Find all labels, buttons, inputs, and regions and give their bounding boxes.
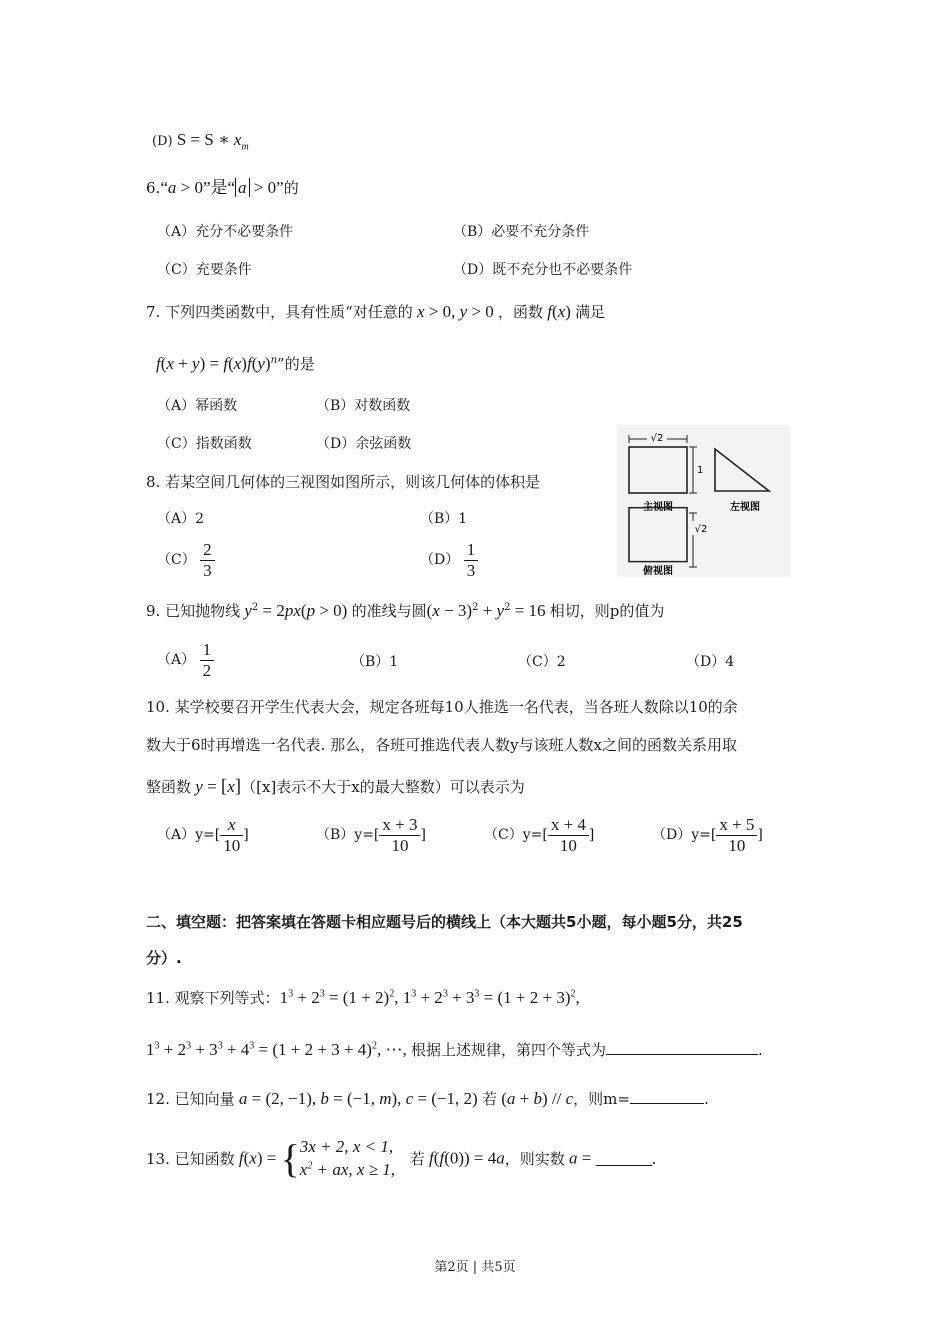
q10-fraction-c: $\frac{x + 4}{10}$ <box>548 815 589 855</box>
q11-line1: 11. 观察下列等式：$1^3 + 2^3 = (1 + 2)^2$, $1^3 + 2^3 + 3^3 = (1 + 2 + 3)^2$, <box>146 988 580 1007</box>
top-view-label: 俯视图 <box>643 566 673 577</box>
piecewise-cases: 3x + 2, x < 1, $x^2$ + ax, x ≥ 1, <box>299 1137 395 1179</box>
front-view-label: 主视图 <box>643 502 673 513</box>
q10-line2: 数大于6时再增选一名代表. 那么，各班可推选代表人数y与该班人数x之间的函数关系用取 <box>146 736 738 754</box>
q7-option-b: （B）对数函数 <box>316 398 411 414</box>
q12-answer-blank[interactable] <box>630 1089 704 1104</box>
q7-stem-line1: 7. 下列四类函数中，具有性质“对任意的 x > 0, y > 0 ，函数 f(x) 满足 <box>146 302 606 321</box>
q6-option-a: （A）充分不必要条件 <box>157 224 294 240</box>
q7-option-d: （D）余弦函数 <box>316 436 412 452</box>
q10-option-b: （B）y=[ $\frac{x + 3}{10}$ ] <box>316 815 426 855</box>
q8-option-a: （A）2 <box>157 511 205 527</box>
q10-line1: 10. 某学校要召开学生代表大会，规定各班每10人推选一名代表，当各班人数除以10的余 <box>146 698 738 716</box>
q6-option-d: （D）既不充分也不必要条件 <box>453 262 633 278</box>
q8-option-b: （B）1 <box>420 511 468 527</box>
front-width-label: √2 <box>650 433 664 444</box>
piecewise-brace: { <box>280 1135 300 1181</box>
q7-option-c: （C）指数函数 <box>157 436 252 452</box>
q9-option-b: （B）1 <box>351 654 399 670</box>
page-footer: 第2页 | 共5页 <box>434 1260 516 1275</box>
q7-option-a: （A）幂函数 <box>157 398 238 414</box>
section2-heading-line1: 二、填空题：把答案填在答题卡相应题号后的横线上（本大题共5小题，每小题5分，共25 <box>146 913 743 931</box>
q10-fraction-d: $\frac{x + 5}{10}$ <box>716 815 757 855</box>
q12-line: 12. 已知向量 a = (2, −1), b = (−1, m), c = (−1, 2) 若 (a + b) // c，则m= . <box>146 1089 709 1108</box>
q8-fraction-c: $\frac{2}{3}$ <box>200 540 215 580</box>
q6-condition: “a > 0”是“ a > 0” <box>160 178 284 197</box>
side-view-label: 左视图 <box>730 502 760 513</box>
q7-stem-line2: $f(x + y) = f(x)f(y)^n$”的是 <box>156 354 315 373</box>
q9-option-a: （A） $\frac{1}{2}$ <box>157 640 214 680</box>
q13-answer-blank[interactable] <box>596 1151 652 1166</box>
q9-option-d: （D）4 <box>686 654 735 670</box>
q8-stem: 8. 若某空间几何体的三视图如图所示，则该几何体的体积是 <box>146 473 541 491</box>
q10-fraction-b: $\frac{x + 3}{10}$ <box>379 815 420 855</box>
q5-formula: S = S ∗ $x_m$ <box>172 130 249 153</box>
section2-heading-line2: 分）. <box>146 949 182 967</box>
q11-line2: $1^3 + 2^3 + 3^3 + 4^3 = (1 + 2 + 3 + 4)^2$, ⋯, 根据上述规律，第四个等式为 . <box>146 1040 763 1059</box>
option-label: (D) <box>152 134 173 149</box>
q10-fraction-a: $\frac{x}{10}$ <box>220 815 243 855</box>
q8-option-c: （C） $\frac{2}{3}$ <box>157 540 215 580</box>
q6-option-c: （C）充要条件 <box>157 262 252 278</box>
q5-option-d <box>152 130 249 153</box>
q10-option-d: （D）y=[ $\frac{x + 5}{10}$ ] <box>652 815 763 855</box>
q6-option-b: （B）必要不充分条件 <box>453 224 590 240</box>
q9-fraction-a: $\frac{1}{2}$ <box>200 640 215 680</box>
q13-line: 13. 已知函数 f(x) = {3x + 2, x < 1, $x^2$ + ax, x ≥ 1, 若 f(f(0)) = 4a，则实数 a = . <box>146 1135 657 1181</box>
q11-answer-blank[interactable] <box>606 1040 758 1055</box>
front-height-label: 1 <box>697 465 704 476</box>
q8-fraction-d: $\frac{1}{3}$ <box>464 540 479 580</box>
q6-stem: 6.“a > 0”是“ a > 0”的 <box>146 178 299 197</box>
q9-stem: 9. 已知抛物线 $y^2 = 2px(p > 0)$ 的准线与圆$(x - 3)^2 + y^2 = 16$ 相切，则p的值为 <box>146 601 665 620</box>
q9-option-c: （C）2 <box>518 654 566 670</box>
three-view-figure <box>617 425 790 577</box>
q10-line3: 整函数 y = [x]（[x]表示不大于x的最大整数）可以表示为 <box>146 776 525 797</box>
top-depth-label: √2 <box>694 524 708 535</box>
q8-option-d: （D） $\frac{1}{3}$ <box>420 540 478 580</box>
q10-option-c: （C）y=[ $\frac{x + 4}{10}$ ] <box>484 815 595 855</box>
q10-option-a: （A）y=[ $\frac{x}{10}$ ] <box>157 815 249 855</box>
